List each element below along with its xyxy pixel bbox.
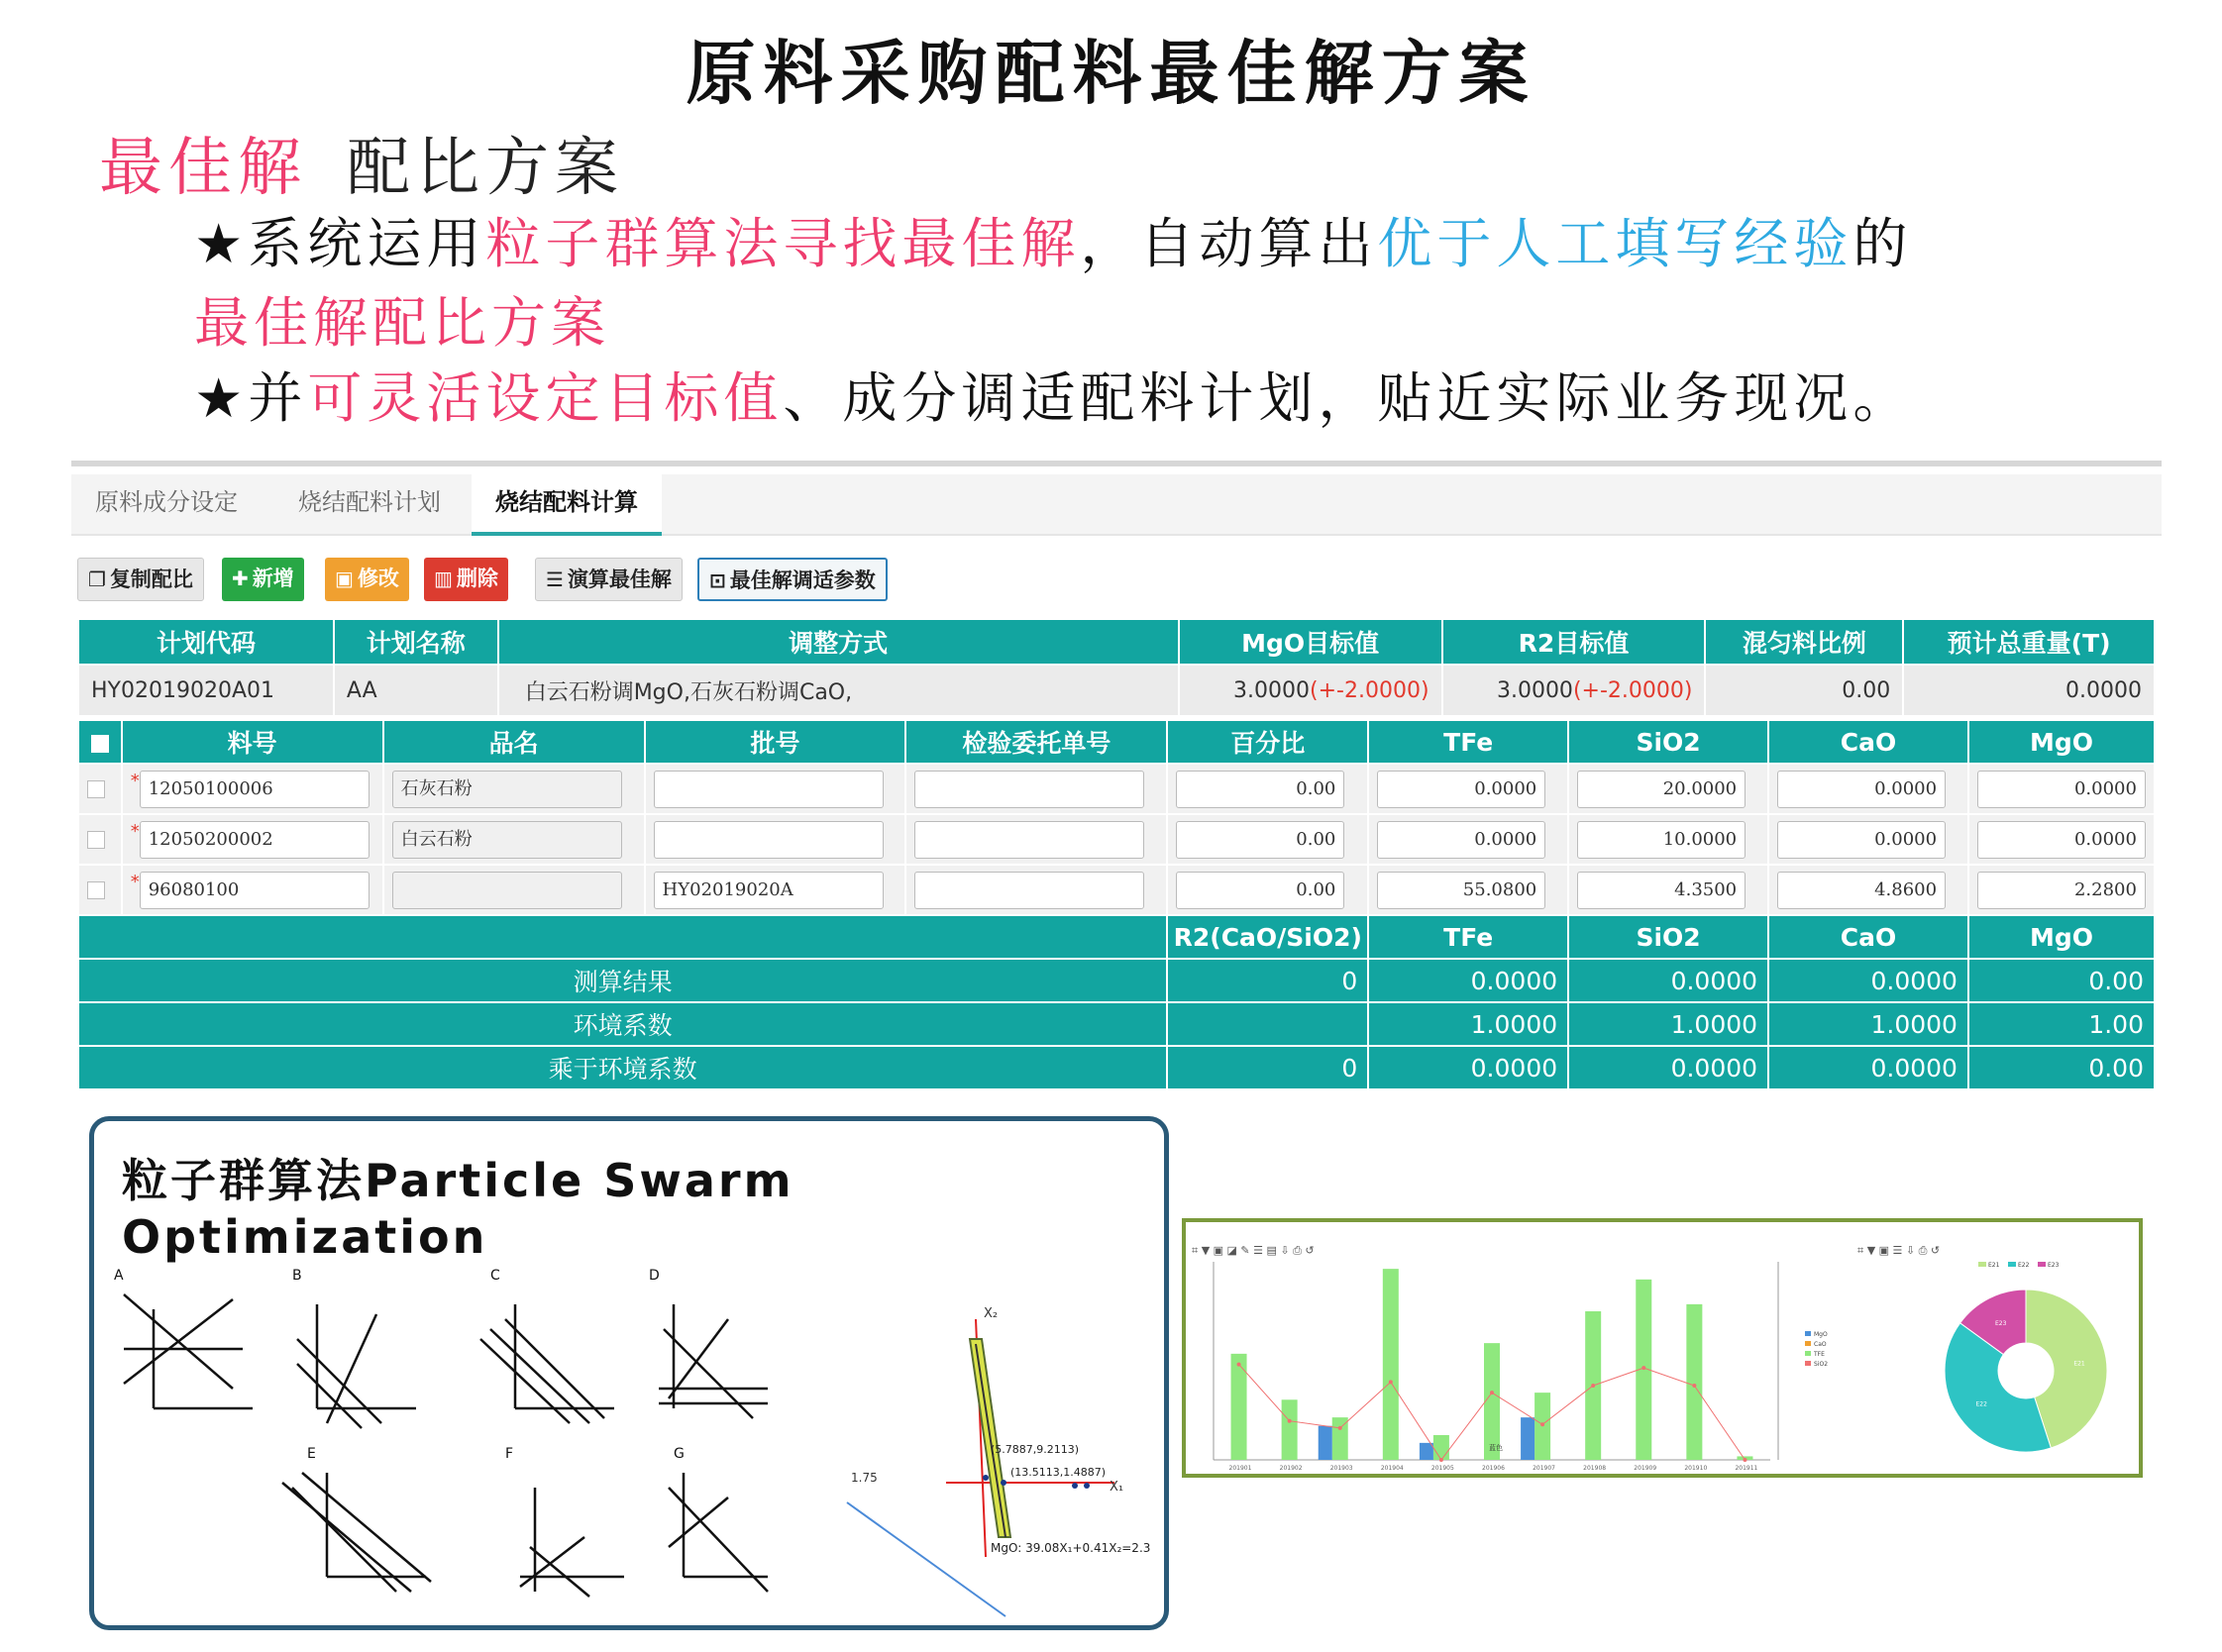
calc-label: 演算最佳解	[567, 568, 672, 591]
bar	[1282, 1399, 1298, 1460]
cao-input[interactable]: 0.0000	[1777, 771, 1946, 808]
inspection-order-input[interactable]	[914, 872, 1144, 909]
bar-tick-label: 201904	[1380, 1465, 1404, 1472]
heading-highlight: 最佳解	[99, 132, 307, 205]
batch-input[interactable]	[654, 771, 884, 808]
col-result-tfe: TFe	[1368, 915, 1568, 959]
chart-toolbar-icons[interactable]: ⌗ ▼ ▣ ◪ ✎ ☰ ▤ ⇩ ⎙ ↺	[1192, 1244, 1315, 1257]
bar-chart	[1214, 1262, 1828, 1472]
result-header-row	[78, 915, 2155, 959]
batch-input[interactable]	[654, 821, 884, 859]
bullet-text: ，自动算出	[1080, 212, 1378, 275]
panel-label-a: A	[114, 1268, 124, 1284]
tab-material-composition[interactable]: 原料成分设定	[95, 488, 238, 516]
star-icon: ★	[194, 212, 249, 275]
legend-label: TFE	[1814, 1351, 1825, 1358]
col-percent: 百分比	[1167, 720, 1368, 764]
bullet-1	[194, 200, 1912, 278]
summary-sio2: 0.0000	[1568, 959, 1768, 1002]
bullet-highlight: 可灵活设定目标值	[307, 366, 784, 430]
col-batch-no: 批号	[645, 720, 906, 764]
sio2-input[interactable]: 4.3500	[1577, 872, 1746, 909]
batch-input[interactable]: HY02019020A	[654, 872, 884, 909]
col-mgo: MgO	[1968, 720, 2155, 764]
square-icon: ⊡	[709, 568, 726, 592]
bullet-highlight: 最佳解配比方案	[194, 291, 611, 355]
plan-total-weight: 0.0000	[1903, 665, 2155, 716]
bar	[1484, 1343, 1500, 1460]
material-no-input[interactable]: 12050100006	[140, 771, 370, 808]
sio2-input[interactable]: 20.0000	[1577, 771, 1746, 808]
summary-label: 环境系数	[78, 1002, 1167, 1046]
product-name-field	[392, 872, 622, 909]
pso-diagram	[94, 1121, 1164, 1625]
bullet-2	[194, 355, 1912, 433]
mgo-input[interactable]: 0.0000	[1977, 771, 2146, 808]
star-icon: ★	[194, 366, 249, 430]
delete-label: 删除	[456, 567, 498, 590]
copy-icon: ❐	[88, 568, 106, 591]
col-tfe: TFe	[1368, 720, 1568, 764]
list-icon: ☰	[546, 568, 564, 591]
bar	[1332, 1417, 1348, 1460]
plan-table	[77, 618, 2156, 717]
row-checkbox[interactable]	[78, 865, 122, 915]
col-inspection-order: 检验委托单号	[905, 720, 1167, 764]
pie-legend-swatch	[1978, 1262, 1986, 1267]
bullet-text: 并	[248, 366, 308, 430]
app-window	[71, 461, 2162, 1090]
dashboard-svg	[1186, 1222, 2139, 1474]
table-row: * 12050100006 石灰石粉 0.00 0.0000 20.0000 0.0000 0.0000	[78, 764, 2155, 814]
percent-input[interactable]: 0.00	[1176, 771, 1344, 808]
copy-label: 复制配比	[109, 568, 193, 591]
summary-label: 乘于环境系数	[78, 1046, 1167, 1089]
percent-input[interactable]: 0.00	[1176, 872, 1344, 909]
col-plan-code: 计划代码	[78, 619, 334, 665]
summary-mgo: 1.00	[1968, 1002, 2155, 1046]
legend-swatch	[1805, 1361, 1811, 1366]
col-plan-name: 计划名称	[334, 619, 498, 665]
pso-plot	[847, 1306, 1150, 1616]
bullet-highlight-blue: 优于人工填写经验	[1377, 212, 1853, 275]
col-mix-ratio: 混匀料比例	[1705, 619, 1903, 665]
col-r2-target: R2目标值	[1442, 619, 1706, 665]
pie-slice-label: E23	[1995, 1319, 2007, 1327]
legend-label: CaO	[1814, 1341, 1827, 1348]
dashboard-panel	[1182, 1218, 2143, 1478]
plan-method: 白云石粉调MgO,石灰石粉调CaO,	[498, 665, 1179, 716]
bar-tick-label: 201909	[1634, 1465, 1657, 1472]
summary-label: 测算结果	[78, 959, 1167, 1002]
pie-legend-label: E21	[1988, 1262, 2000, 1269]
legend-label: MgO	[1814, 1331, 1828, 1338]
col-result-sio2: SiO2	[1568, 915, 1768, 959]
add-button[interactable]	[222, 558, 304, 601]
mgo-input[interactable]: 0.0000	[1977, 821, 2146, 859]
tab-sinter-calculation[interactable]: 烧结配料计算	[472, 474, 662, 536]
bar-tick-label: 201911	[1735, 1465, 1758, 1472]
summary-row	[78, 959, 2155, 1002]
summary-r2	[1167, 1002, 1368, 1046]
col-material-no: 料号	[122, 720, 383, 764]
tfe-input[interactable]: 0.0000	[1377, 821, 1545, 859]
trash-icon: ▥	[434, 567, 453, 590]
tune-params-button[interactable]	[697, 558, 888, 601]
tfe-input[interactable]: 0.0000	[1377, 771, 1545, 808]
col-result-cao: CaO	[1768, 915, 1968, 959]
summary-cao: 1.0000	[1768, 1002, 1968, 1046]
bar	[1383, 1269, 1399, 1460]
material-no-input[interactable]: 12050200002	[140, 821, 370, 859]
bar-tick-label: 201910	[1684, 1465, 1708, 1472]
plot-point-1-label: (5.7887,9.2113)	[991, 1443, 1080, 1456]
bullet-text: 系统运用	[248, 212, 486, 275]
bar	[1231, 1354, 1247, 1460]
edit-button[interactable]	[325, 558, 409, 601]
pie-legend-label: E22	[2018, 1262, 2030, 1269]
bullet-text: 、成分调适配料计划，贴近实际业务现况。	[783, 366, 1913, 430]
grid-header-row	[78, 720, 2155, 764]
product-name-field: 石灰石粉	[392, 771, 622, 808]
summary-row	[78, 1002, 2155, 1046]
plan-row[interactable]	[78, 665, 2155, 716]
delete-button[interactable]	[424, 558, 508, 601]
plan-mgo-target: 3.0000(+-2.0000)	[1179, 665, 1442, 716]
summary-row	[78, 1046, 2155, 1089]
col-r2: R2(CaO/SiO2)	[1167, 915, 1368, 959]
bar-tick-label: 201906	[1482, 1465, 1505, 1472]
bar-tick-label: 201905	[1430, 1465, 1454, 1472]
col-mgo-target: MgO目标值	[1179, 619, 1442, 665]
plan-r2-target: 3.0000(+-2.0000)	[1442, 665, 1706, 716]
bar-tick-label: 201902	[1279, 1465, 1303, 1472]
section-heading	[99, 117, 624, 208]
bar-annotation: 蓝色	[1489, 1444, 1503, 1452]
bar-tick-label: 201908	[1583, 1465, 1607, 1472]
pie-slice-label: E22	[1975, 1400, 1987, 1408]
summary-tfe: 0.0000	[1368, 959, 1568, 1002]
plan-name: AA	[334, 665, 498, 716]
panel-label-b: B	[292, 1268, 302, 1284]
plot-equation: MgO: 39.08X₁+0.41X₂=2.3	[991, 1541, 1151, 1555]
pie-legend-swatch	[2038, 1262, 2046, 1267]
mgo-input[interactable]: 2.2800	[1977, 872, 2146, 909]
col-cao: CaO	[1768, 720, 1968, 764]
cao-input[interactable]: 4.8600	[1777, 872, 1946, 909]
sio2-input[interactable]: 10.0000	[1577, 821, 1746, 859]
pie-toolbar-icons[interactable]: ⌗ ▼ ▣ ☰ ⇩ ⎙ ↺	[1857, 1244, 1941, 1257]
col-product-name: 品名	[383, 720, 645, 764]
small-bar	[1521, 1417, 1534, 1460]
pso-title: 粒子群算法Particle Swarm Optimization	[122, 1154, 794, 1264]
cao-input[interactable]: 0.0000	[1777, 821, 1946, 859]
bullet-highlight: 粒子群算法寻找最佳解	[485, 212, 1081, 275]
save-icon: ▣	[335, 567, 354, 590]
col-result-mgo: MgO	[1968, 915, 2155, 959]
summary-r2: 0	[1167, 1046, 1368, 1089]
tab-bar	[71, 474, 2162, 536]
summary-cao: 0.0000	[1768, 1046, 1968, 1089]
plan-mix-ratio: 0.00	[1705, 665, 1903, 716]
pie-slice-label: E21	[2073, 1360, 2085, 1368]
summary-tfe: 0.0000	[1368, 1046, 1568, 1089]
bar-tick-label: 201907	[1533, 1465, 1555, 1472]
bullet-1-cont	[194, 279, 610, 358]
small-bar	[1420, 1443, 1433, 1460]
material-grid	[77, 719, 2156, 1090]
plot-y-axis-label: X₂	[984, 1306, 999, 1321]
legend-swatch	[1805, 1331, 1811, 1336]
table-row: * 12050200002 白云石粉 0.00 0.0000 10.0000 0.0000 0.0000	[78, 814, 2155, 865]
plot-point-2-label: (13.5113,1.4887)	[1010, 1466, 1107, 1479]
pso-panel	[89, 1116, 1169, 1630]
summary-sio2: 0.0000	[1568, 1046, 1768, 1089]
pie-legend-label: E23	[2048, 1262, 2060, 1269]
plan-code: HY02019020A01	[78, 665, 334, 716]
plan-header-row	[78, 619, 2155, 665]
summary-mgo: 0.00	[1968, 959, 2155, 1002]
panel-label-f: F	[505, 1446, 514, 1462]
small-bar	[1319, 1426, 1332, 1460]
col-adjust-method: 调整方式	[498, 619, 1179, 665]
table-row: * 96080100 HY02019020A 0.00 55.0800 4.3500 4.8600 2.2800	[78, 865, 2155, 915]
tune-label: 最佳解调适参数	[729, 568, 876, 592]
select-all-checkbox[interactable]	[78, 720, 122, 764]
copy-ratio-button[interactable]	[77, 558, 204, 601]
calculate-best-button[interactable]	[535, 558, 683, 601]
bar	[1433, 1435, 1449, 1460]
bullet-text: 的	[1852, 212, 1913, 275]
bar-tick-label: 201903	[1329, 1465, 1353, 1472]
tab-sinter-plan[interactable]: 烧结配料计划	[298, 488, 441, 516]
plot-x-axis-label: X₁	[1110, 1480, 1124, 1495]
plot-tick-label: 1.75	[851, 1471, 878, 1485]
material-no-input[interactable]: 96080100	[140, 872, 370, 909]
page-title: 原料采购配料最佳解方案	[686, 33, 1536, 114]
bar-tick-label: 201901	[1228, 1465, 1252, 1472]
product-name-field: 白云石粉	[392, 821, 622, 859]
summary-r2: 0	[1167, 959, 1368, 1002]
legend-swatch	[1805, 1341, 1811, 1346]
panel-label-c: C	[490, 1268, 500, 1284]
legend-label: SiO2	[1814, 1361, 1829, 1368]
pie-legend-swatch	[2008, 1262, 2016, 1267]
edit-label: 修改	[357, 567, 399, 590]
bar	[1686, 1304, 1702, 1460]
summary-sio2: 1.0000	[1568, 1002, 1768, 1046]
plus-icon: ✚	[232, 567, 249, 590]
summary-mgo: 0.00	[1968, 1046, 2155, 1089]
panel-label-d: D	[649, 1268, 660, 1284]
row-checkbox[interactable]	[78, 764, 122, 814]
inspection-order-input[interactable]	[914, 821, 1144, 859]
summary-cao: 0.0000	[1768, 959, 1968, 1002]
row-checkbox[interactable]	[78, 814, 122, 865]
legend-swatch	[1805, 1351, 1811, 1356]
add-label: 新增	[252, 567, 294, 590]
summary-tfe: 1.0000	[1368, 1002, 1568, 1046]
col-total-weight: 预计总重量(T)	[1903, 619, 2155, 665]
tfe-input[interactable]: 55.0800	[1377, 872, 1545, 909]
percent-input[interactable]: 0.00	[1176, 821, 1344, 859]
pie-chart	[1945, 1262, 2107, 1452]
panel-label-e: E	[307, 1446, 316, 1462]
inspection-order-input[interactable]	[914, 771, 1144, 808]
panel-label-g: G	[674, 1446, 685, 1462]
col-sio2: SiO2	[1568, 720, 1768, 764]
heading-rest: 配比方案	[347, 132, 624, 205]
